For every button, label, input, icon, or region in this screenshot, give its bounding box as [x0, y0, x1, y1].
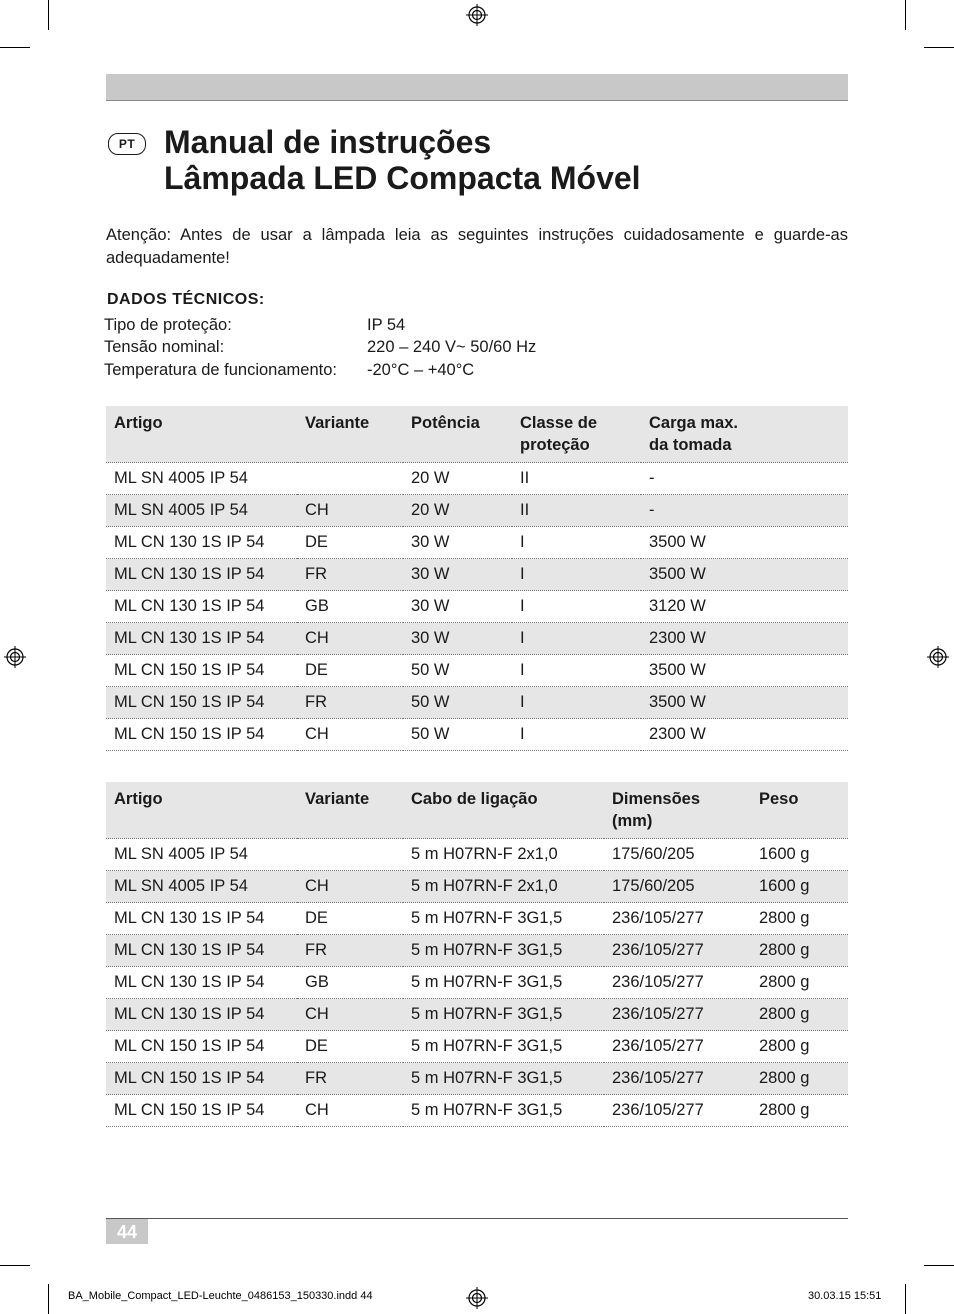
table-cell: 30 W — [403, 527, 512, 559]
table-cell: 5 m H07RN-F 3G1,5 — [403, 999, 604, 1031]
table-cell: ML CN 150 1S IP 54 — [106, 1031, 297, 1063]
table-cell: 2800 g — [751, 1031, 848, 1063]
table-cell: 3120 W — [641, 591, 848, 623]
table-cell: ML CN 130 1S IP 54 — [106, 559, 297, 591]
crop-mark — [905, 1284, 906, 1314]
table-cell: 30 W — [403, 591, 512, 623]
table-cell: 2800 g — [751, 1063, 848, 1095]
spec-value: IP 54 — [367, 316, 406, 334]
table-cell: 1600 g — [751, 871, 848, 903]
table-row — [106, 623, 848, 655]
table-cell: 5 m H07RN-F 3G1,5 — [403, 935, 604, 967]
table-cell: 2300 W — [641, 719, 848, 751]
table-cell: ML CN 150 1S IP 54 — [106, 1063, 297, 1095]
table-row — [106, 1063, 848, 1095]
table-cell: DE — [297, 527, 403, 559]
table-cell: DE — [297, 655, 403, 687]
table-cell: CH — [297, 495, 403, 527]
table-cell: 3500 W — [641, 527, 848, 559]
table-cell: ML SN 4005 IP 54 — [106, 871, 297, 903]
table-row — [106, 903, 848, 935]
table-cell: CH — [297, 1095, 403, 1127]
table-cell: I — [512, 655, 641, 687]
table-row — [106, 967, 848, 999]
table-cell: 5 m H07RN-F 2x1,0 — [403, 871, 604, 903]
column-header: Potência — [403, 406, 512, 463]
table-cell: DE — [297, 903, 403, 935]
table-cell: ML CN 150 1S IP 54 — [106, 655, 297, 687]
column-header: Carga max. da tomada — [641, 406, 848, 463]
table-cell: I — [512, 559, 641, 591]
table-cell: - — [641, 463, 848, 495]
table-cell: CH — [297, 871, 403, 903]
column-header: Artigo — [106, 782, 297, 839]
table-row — [106, 839, 848, 871]
registration-mark-icon — [927, 646, 949, 668]
table-cell: CH — [297, 623, 403, 655]
spec-value: -20°C – +40°C — [367, 361, 475, 379]
table-cell: DE — [297, 1031, 403, 1063]
page-number: 44 — [106, 1219, 148, 1244]
table-cell: 236/105/277 — [604, 1063, 751, 1095]
table-cell: GB — [297, 591, 403, 623]
table-cell: ML SN 4005 IP 54 — [106, 495, 297, 527]
intro-paragraph: Atenção: Antes de usar a lâmpada leia as seguintes instruções cuidadosamente e guarde-as adequadamente! — [106, 226, 848, 267]
table-cell: 2800 g — [751, 1095, 848, 1127]
table-cell: FR — [297, 559, 403, 591]
table-cell: 236/105/277 — [604, 1031, 751, 1063]
table-row — [106, 871, 848, 903]
table-row — [106, 935, 848, 967]
table-cell: 5 m H07RN-F 2x1,0 — [403, 839, 604, 871]
crop-mark — [48, 1284, 49, 1314]
table-cell: ML CN 130 1S IP 54 — [106, 623, 297, 655]
table-cell — [297, 839, 403, 871]
crop-mark — [0, 1265, 30, 1266]
table-cell: I — [512, 591, 641, 623]
table-cell: ML CN 130 1S IP 54 — [106, 999, 297, 1031]
table-cell: ML CN 130 1S IP 54 — [106, 527, 297, 559]
table-cell: 50 W — [403, 719, 512, 751]
table-cell: 2800 g — [751, 935, 848, 967]
power-table — [106, 406, 848, 751]
spec-value: 220 – 240 V~ 50/60 Hz — [367, 338, 537, 356]
table-cell: 20 W — [403, 463, 512, 495]
table-cell: 236/105/277 — [604, 935, 751, 967]
table-cell: 5 m H07RN-F 3G1,5 — [403, 1031, 604, 1063]
table-cell: 5 m H07RN-F 3G1,5 — [403, 967, 604, 999]
table-row — [106, 719, 848, 751]
table-cell: 3500 W — [641, 655, 848, 687]
crop-mark — [0, 47, 30, 48]
table-cell: 2800 g — [751, 903, 848, 935]
table-cell: 2300 W — [641, 623, 848, 655]
column-header: Artigo — [106, 406, 297, 463]
table-cell: ML CN 150 1S IP 54 — [106, 1095, 297, 1127]
table-cell: FR — [297, 687, 403, 719]
column-header: Cabo de ligação — [403, 782, 604, 839]
table-cell: ML CN 130 1S IP 54 — [106, 967, 297, 999]
dimensions-table — [106, 782, 848, 1127]
table-row — [106, 591, 848, 623]
table-cell: GB — [297, 967, 403, 999]
title-line-2: Lâmpada LED Compacta Móvel — [164, 160, 641, 196]
table-cell: ML CN 150 1S IP 54 — [106, 719, 297, 751]
language-badge: PT — [108, 133, 146, 155]
table-cell: I — [512, 623, 641, 655]
slug-date-time: 30.03.15 15:51 — [808, 1290, 882, 1302]
table-cell: FR — [297, 1063, 403, 1095]
header-bar — [106, 74, 848, 101]
registration-mark-icon — [4, 646, 26, 668]
spec-label: Temperatura de funcionamento: — [104, 361, 337, 379]
table-row — [106, 687, 848, 719]
table-cell: I — [512, 719, 641, 751]
crop-mark — [924, 47, 954, 48]
table-cell: ML CN 130 1S IP 54 — [106, 591, 297, 623]
table-row — [106, 1095, 848, 1127]
table-cell: 3500 W — [641, 687, 848, 719]
table-cell: 20 W — [403, 495, 512, 527]
table-cell: 236/105/277 — [604, 999, 751, 1031]
table-cell: 2800 g — [751, 999, 848, 1031]
crop-mark — [905, 0, 906, 30]
column-header: Peso — [751, 782, 848, 839]
page-title — [164, 124, 641, 196]
table-cell: 236/105/277 — [604, 967, 751, 999]
table-cell: II — [512, 495, 641, 527]
table-cell: I — [512, 687, 641, 719]
crop-mark — [48, 0, 49, 30]
table-cell: ML CN 150 1S IP 54 — [106, 687, 297, 719]
footer-rule — [106, 1218, 848, 1219]
tech-data-heading: DADOS TÉCNICOS: — [107, 291, 265, 308]
table-cell: 2800 g — [751, 967, 848, 999]
table-cell: 30 W — [403, 623, 512, 655]
table-cell: 5 m H07RN-F 3G1,5 — [403, 903, 604, 935]
crop-mark — [924, 1265, 954, 1266]
table-cell — [297, 463, 403, 495]
table-row — [106, 527, 848, 559]
table-cell: ML SN 4005 IP 54 — [106, 463, 297, 495]
table-row — [106, 559, 848, 591]
spec-label: Tipo de proteção: — [104, 316, 232, 334]
table-cell: 236/105/277 — [604, 1095, 751, 1127]
table-cell: - — [641, 495, 848, 527]
table-cell: 50 W — [403, 687, 512, 719]
table-cell: 175/60/205 — [604, 839, 751, 871]
table-row — [106, 495, 848, 527]
table-cell: 5 m H07RN-F 3G1,5 — [403, 1095, 604, 1127]
column-header: Variante — [297, 782, 403, 839]
table-cell: ML CN 130 1S IP 54 — [106, 903, 297, 935]
table-cell: 236/105/277 — [604, 903, 751, 935]
table-cell: 3500 W — [641, 559, 848, 591]
column-header: Dimensões (mm) — [604, 782, 751, 839]
table-cell: 1600 g — [751, 839, 848, 871]
column-header: Classe de proteção — [512, 406, 641, 463]
table-cell: 50 W — [403, 655, 512, 687]
table-row — [106, 999, 848, 1031]
table-cell: ML CN 130 1S IP 54 — [106, 935, 297, 967]
column-header: Variante — [297, 406, 403, 463]
slug-file-info: BA_Mobile_Compact_LED-Leuchte_0486153_150330.indd 44 — [68, 1290, 373, 1302]
table-row — [106, 1031, 848, 1063]
table-cell: 5 m H07RN-F 3G1,5 — [403, 1063, 604, 1095]
registration-mark-icon — [466, 4, 488, 26]
table-cell: CH — [297, 999, 403, 1031]
table-cell: FR — [297, 935, 403, 967]
table-cell: I — [512, 527, 641, 559]
spec-label: Tensão nominal: — [104, 338, 225, 356]
table-row — [106, 655, 848, 687]
table-cell: 175/60/205 — [604, 871, 751, 903]
table-cell: II — [512, 463, 641, 495]
title-line-1: Manual de instruções — [164, 124, 492, 160]
table-cell: ML SN 4005 IP 54 — [106, 839, 297, 871]
registration-mark-icon — [466, 1287, 488, 1309]
table-row — [106, 463, 848, 495]
table-cell: 30 W — [403, 559, 512, 591]
table-cell: CH — [297, 719, 403, 751]
